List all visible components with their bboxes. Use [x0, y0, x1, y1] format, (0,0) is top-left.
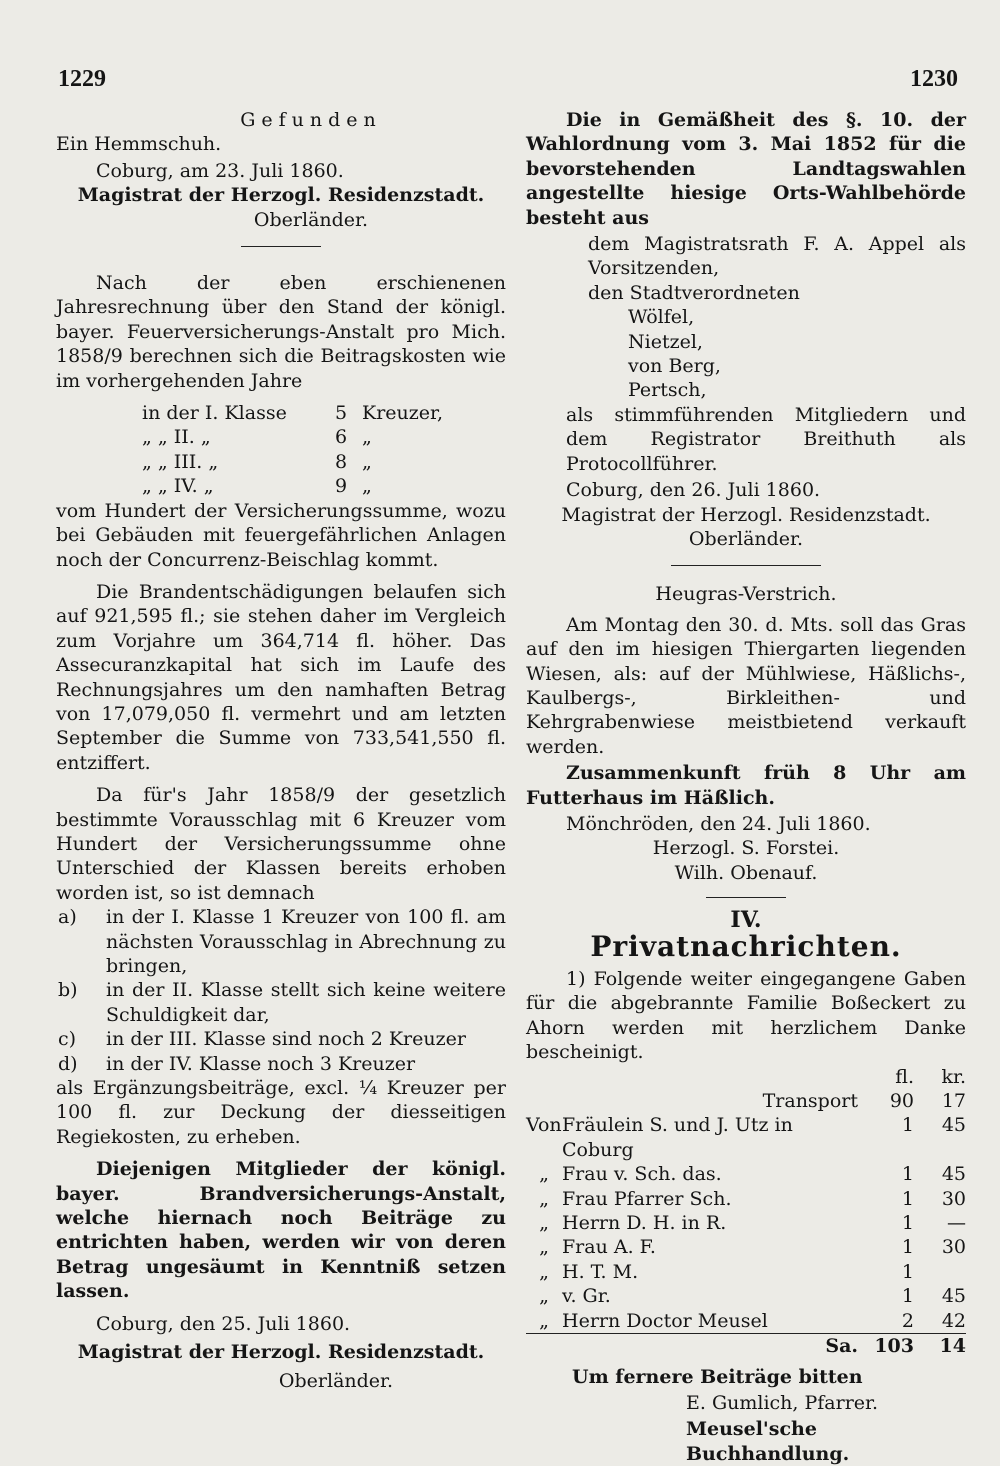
- col-fl: fl.: [895, 1065, 914, 1088]
- table-header: [526, 1065, 966, 1089]
- privat-sign1: E. Gumlich, Pfarrer.: [686, 1391, 879, 1414]
- table-row: „ Frau v. Sch. das. 1 45: [539, 1163, 966, 1186]
- klassen-list: [56, 401, 506, 499]
- feuer-para2: Die Brandentschädigungen belaufen sich auf 921,595 fl.; sie stehen daher im Vergleich zum Vorjahre um 364,714 fl. höher. Das Assecuranzkapital hat sich im Laufe des Rechnungsjahres um den namhaften Betrag von 17,079,050 fl. vermehrt und am letzten September die Summe von 733,541,550 fl. entziffert.: [56, 580, 506, 774]
- wahl-line3: als stimmführenden Mitgliedern und dem Registrator Breithuth als Protocollführer.: [566, 403, 966, 475]
- list-item: b) in der II. Klasse stellt sich keine weitere Schuldigkeit dar,: [58, 979, 506, 1026]
- table-row: „ v. Gr. 1 45: [539, 1285, 966, 1308]
- klasse-row: „ „ III. „ 8 „: [142, 450, 372, 473]
- feuer-signature: Oberländer.: [278, 1369, 394, 1392]
- wahl-authority: Magistrat der Herzogl. Residenzstadt.: [561, 503, 931, 526]
- feuer-after-klassen: vom Hundert der Versicherungssumme, wozu bei Gebäuden mit feuergefährlichen Anlagen noch der Concurrenz-Beischlag kommt.: [56, 499, 506, 571]
- col-kr: kr.: [941, 1065, 966, 1088]
- privat-closing: Um fernere Beiträge bitten: [572, 1365, 863, 1388]
- table-row: „ Herrn Doctor Meusel 2 42: [539, 1309, 966, 1332]
- feuer-items: [56, 905, 506, 1076]
- privat-intro: 1) Folgende weiter eingegangene Gaben für die abgebrannte Familie Boßeckert zu Ahorn werden mit herzlichem Danke bescheinigt.: [526, 968, 966, 1064]
- page-number-right: 1230: [910, 66, 958, 92]
- wahl-name: Pertsch,: [628, 379, 707, 402]
- gefunden-date: Coburg, am 23. Juli 1860.: [96, 159, 344, 182]
- klasse-row: „ „ IV. „ 9 „: [142, 475, 372, 498]
- feuer-intro: Nach der eben erschienenen Jahresrechnung über den Stand der königl. bayer. Feuerversicherungs-Anstalt pro Mich. 1858/9 berechnen sich die Beitragskosten wie im vorhergehenden Jahre: [56, 272, 506, 392]
- heugras-text2: Zusammenkunft früh 8 Uhr am Futterhaus im Häßlich.: [526, 762, 966, 809]
- separator: [671, 565, 821, 566]
- section-number: IV.: [730, 907, 762, 934]
- feuer-para5: Diejenigen Mitglieder der königl. bayer. Brandversicherungs-Anstalt, welche hiernach noch Beiträge zu entrichten haben, werden wir von deren Betrag ungesäumt in Kenntniß setzen lassen.: [56, 1158, 506, 1303]
- gefunden-text: Ein Hemmschuh.: [56, 133, 222, 156]
- wahl-intro: Die in Gemäßheit des §. 10. der Wahlordnung vom 3. Mai 1852 für die bevorstehenden Landtagswahlen angestellte hiesige Orts-Wahlbehörde besteht aus: [526, 109, 966, 229]
- privat-heading: Privatnachrichten.: [590, 929, 902, 963]
- wahl-date: Coburg, den 26. Juli 1860.: [566, 479, 821, 502]
- list-item: c) in der III. Klasse sind noch 2 Kreuzer: [58, 1028, 466, 1051]
- wahl-name: von Berg,: [628, 355, 721, 378]
- gefunden-authority: Magistrat der Herzogl. Residenzstadt.: [77, 184, 485, 207]
- klasse-row: „ „ II. „ 6 „: [142, 426, 372, 449]
- page-number-left: 1229: [58, 66, 106, 92]
- feuer-date: Coburg, den 25. Juli 1860.: [96, 1312, 351, 1335]
- gefunden-signature: Oberländer.: [253, 208, 369, 231]
- wahl-name: Wölfel,: [628, 306, 695, 329]
- table-row: „ Herrn D. H. in R. 1 —: [539, 1212, 966, 1235]
- table-row: Transport 90 17: [762, 1090, 966, 1113]
- table-row: „ Frau Pfarrer Sch. 1 30: [539, 1187, 966, 1210]
- wahl-line1: dem Magistratsrath F. A. Appel als Vorsitzenden,: [588, 233, 966, 280]
- feuer-authority: Magistrat der Herzogl. Residenzstadt.: [77, 1341, 485, 1364]
- heugras-heading: Heugras-Verstrich.: [655, 583, 837, 606]
- gefunden-heading: Gefunden: [240, 109, 382, 131]
- heugras-date: Mönchröden, den 24. Juli 1860.: [566, 812, 871, 835]
- heugras-authority: Herzogl. S. Forstei.: [652, 837, 840, 860]
- wahl-signature: Oberländer.: [688, 527, 804, 550]
- table-row: „ Frau A. F. 1 30: [539, 1236, 966, 1259]
- wahl-line2: den Stadtverordneten: [588, 281, 800, 304]
- table-row: Von Fräulein S. und J. Utz in Coburg 1 45: [526, 1114, 966, 1161]
- list-item: d) in der IV. Klasse noch 3 Kreuzer: [58, 1052, 416, 1075]
- wahl-name: Nietzel,: [628, 330, 703, 353]
- privat-sign2: Meusel'sche Buchhandlung.: [686, 1418, 850, 1465]
- feuer-para4: als Ergänzungsbeiträge, excl. ¼ Kreuzer per 100 fl. zur Deckung der diesseitigen Regiekosten, zu erheben.: [56, 1077, 506, 1148]
- klasse-row: in der I. Klasse 5 Kreuzer,: [142, 402, 444, 425]
- feuer-para3: Da für's Jahr 1858/9 der gesetzlich bestimmte Vorausschlag mit 6 Kreuzer vom Hundert der Versicherungssumme ohne Unterschied der Klassen bereits erhoben worden ist, so ist demnach: [56, 784, 506, 904]
- sum-row: Sa. 103 14: [526, 1334, 966, 1359]
- separator: [241, 246, 321, 247]
- donations-table: [526, 1065, 966, 1359]
- list-item: a) in der I. Klasse 1 Kreuzer von 100 fl. am nächsten Vorausschlag in Abrechnung zu bringen,: [58, 906, 506, 977]
- table-row: „ H. T. M. 1: [539, 1260, 914, 1283]
- separator: [706, 897, 786, 898]
- left-column: [56, 108, 506, 1393]
- heugras-text: Am Montag den 30. d. Mts. soll das Gras auf den im hiesigen Thiergarten liegenden Wiesen, als: auf der Mühlwiese, Häßlichs-, Kaulbergs-, Birkleithen- und Kehrgrabenwiese meistbietend verkauft werden.: [526, 613, 966, 758]
- heugras-signature: Wilh. Obenauf.: [674, 861, 818, 884]
- right-column: [526, 108, 966, 1466]
